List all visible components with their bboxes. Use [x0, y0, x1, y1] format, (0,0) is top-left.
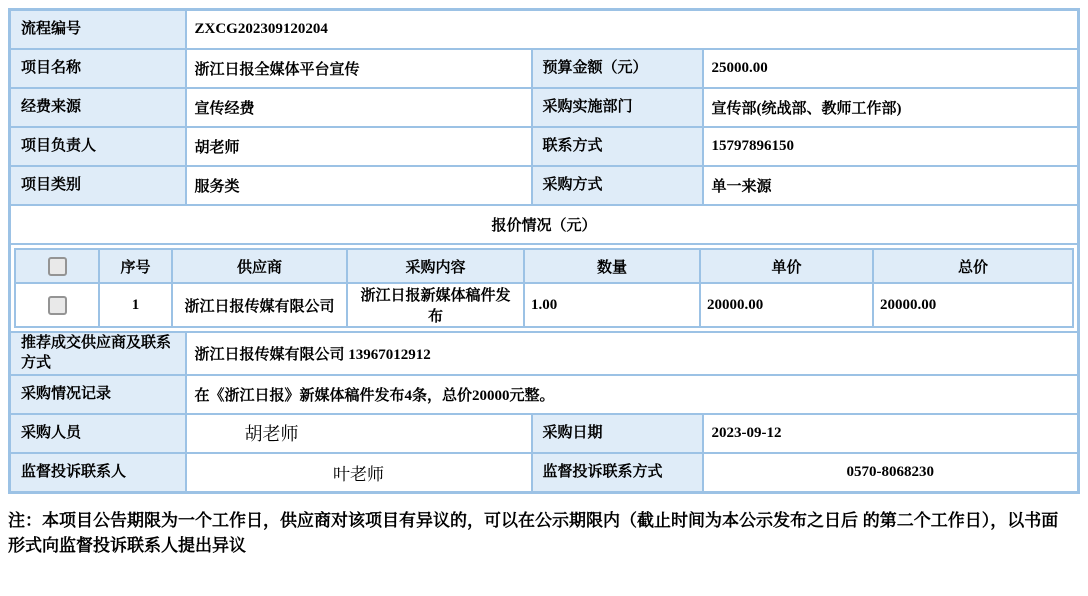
row-leader-contact — [10, 127, 1079, 166]
select-all-checkbox[interactable] — [48, 257, 67, 276]
row-purchaser-date — [10, 414, 1079, 453]
row-project-name-budget — [10, 49, 1079, 88]
quote-row-quantity: 1.00 — [524, 283, 700, 327]
process-no-label: 流程编号 — [10, 10, 186, 50]
quote-row — [15, 283, 1073, 327]
purchase-record-label: 采购情况记录 — [10, 375, 186, 414]
quote-row-supplier: 浙江日报传媒有限公司 — [172, 283, 347, 327]
contact-label: 联系方式 — [532, 127, 703, 166]
purchase-date-value: 2023-09-12 — [703, 414, 1079, 453]
purchasing-dept-value: 宣传部(统战部、教师工作部) — [703, 88, 1079, 127]
project-name-label: 项目名称 — [10, 49, 186, 88]
purchaser-value: 胡老师 — [186, 414, 532, 453]
budget-label: 预算金额（元） — [532, 49, 703, 88]
recommended-supplier-value: 浙江日报传媒有限公司 13967012912 — [186, 332, 1079, 375]
purchase-record-value: 在《浙江日报》新媒体稿件发布4条，总价20000元整。 — [186, 375, 1079, 414]
row-purchase-record — [10, 375, 1079, 414]
quote-header-content: 采购内容 — [347, 249, 524, 283]
row-category-method — [10, 166, 1079, 205]
row-funding-dept — [10, 88, 1079, 127]
quote-header-row — [15, 249, 1073, 283]
contact-value: 15797896150 — [703, 127, 1079, 166]
announcement-note: 注：本项目公告期限为一个工作日，供应商对该项目有异议的，可以在公示期限内（截止时间为本公示发布之日后 的第二个工作日），以书面形式向监督投诉联系人提出异议 — [8, 510, 1059, 555]
quote-row-total-price: 20000.00 — [873, 283, 1073, 327]
quote-header-quantity: 数量 — [524, 249, 700, 283]
purchase-method-value: 单一来源 — [703, 166, 1079, 205]
complaint-contact-label: 监督投诉联系人 — [10, 453, 186, 493]
recommended-supplier-label: 推荐成交供应商及联系方式 — [10, 332, 186, 375]
purchasing-dept-label: 采购实施部门 — [532, 88, 703, 127]
quote-row-no: 1 — [99, 283, 172, 327]
quote-section-title: 报价情况（元） — [10, 205, 1079, 244]
quote-table — [14, 248, 1074, 328]
row-select-checkbox[interactable] — [48, 296, 67, 315]
row-quote-banner — [10, 205, 1079, 244]
quote-row-unit-price: 20000.00 — [700, 283, 873, 327]
row-recommended-supplier — [10, 332, 1079, 375]
complaint-contact-value: 叶老师 — [186, 453, 532, 493]
purchase-method-label: 采购方式 — [532, 166, 703, 205]
complaint-phone-value: 0570-8068230 — [703, 453, 1079, 493]
budget-value: 25000.00 — [703, 49, 1079, 88]
project-leader-label: 项目负责人 — [10, 127, 186, 166]
row-quote-table — [10, 244, 1079, 332]
funding-source-label: 经费来源 — [10, 88, 186, 127]
project-name-value: 浙江日报全媒体平台宣传 — [186, 49, 532, 88]
row-complaint-contact — [10, 453, 1079, 493]
project-category-value: 服务类 — [186, 166, 532, 205]
purchaser-label: 采购人员 — [10, 414, 186, 453]
quote-row-content: 浙江日报新媒体稿件发布 — [347, 283, 524, 327]
process-no-value: ZXCG202309120204 — [186, 10, 1079, 50]
project-leader-value: 胡老师 — [186, 127, 532, 166]
project-category-label: 项目类别 — [10, 166, 186, 205]
purchase-date-label: 采购日期 — [532, 414, 703, 453]
procurement-form-table — [8, 8, 1080, 494]
quote-header-no: 序号 — [99, 249, 172, 283]
complaint-phone-label: 监督投诉联系方式 — [532, 453, 703, 493]
quote-header-unit-price: 单价 — [700, 249, 873, 283]
quote-header-total-price: 总价 — [873, 249, 1073, 283]
funding-source-value: 宣传经费 — [186, 88, 532, 127]
quote-header-supplier: 供应商 — [172, 249, 347, 283]
row-process-no — [10, 10, 1079, 50]
